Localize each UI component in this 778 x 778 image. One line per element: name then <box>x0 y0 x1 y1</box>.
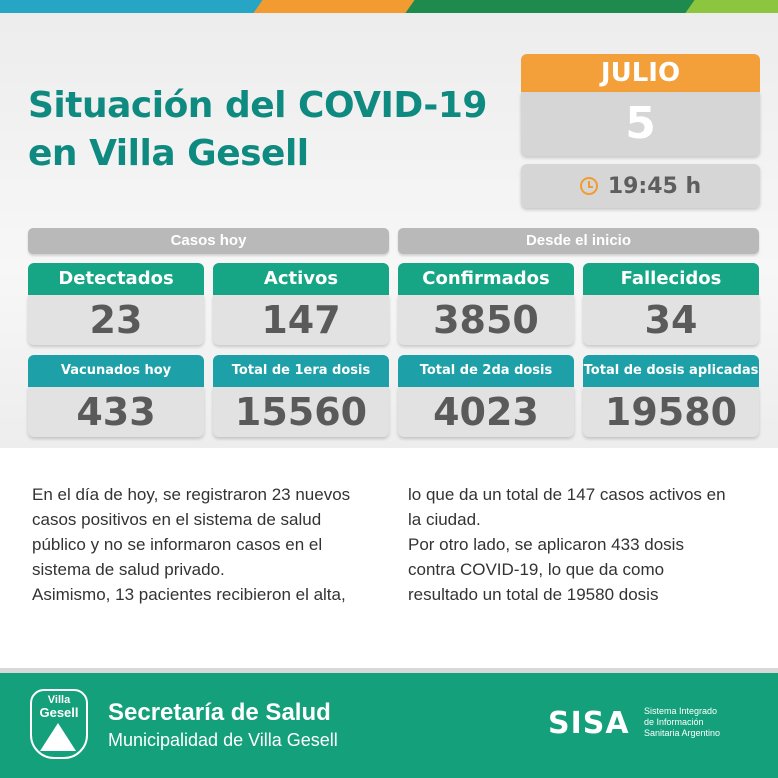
card-value: 147 <box>213 295 389 345</box>
card-label: Detectados <box>28 263 204 295</box>
section-desde-inicio: Desde el inicio <box>398 228 759 254</box>
card-dosis-aplicadas <box>583 355 759 437</box>
card-value: 4023 <box>398 387 574 437</box>
top-stripe-light-green <box>685 0 778 13</box>
report-line: En el día de hoy, se registraron 23 nuevos <box>32 485 351 504</box>
section-casos-hoy: Casos hoy <box>28 228 389 254</box>
title-line-2: en Villa Gesell <box>28 133 309 174</box>
card-confirmados <box>398 263 574 345</box>
card-value: 34 <box>583 295 759 345</box>
card-value: 23 <box>28 295 204 345</box>
dune-icon <box>40 723 76 751</box>
date-month: JULIO <box>521 54 760 92</box>
top-stripe-dark-green <box>405 0 704 13</box>
sisa-description <box>644 706 754 739</box>
report-line: Asimismo, 13 pacientes recibieron el alta, <box>32 585 346 604</box>
logo-text-villa: Villa <box>47 694 71 706</box>
card-label: Confirmados <box>398 263 574 295</box>
report-text-left <box>32 482 377 607</box>
report-line: la ciudad. <box>408 510 481 529</box>
sisa-desc-line: Sistema Integrado <box>644 706 718 716</box>
card-value: 433 <box>28 387 204 437</box>
sisa-desc-line: de Información <box>644 717 704 727</box>
clock-icon <box>580 177 598 195</box>
villa-gesell-logo <box>30 689 88 759</box>
card-label: Total de 1era dosis <box>213 355 389 387</box>
report-line: público y no se informaron casos en el <box>32 535 323 554</box>
municipalidad-subtitle: Municipalidad de Villa Gesell <box>108 730 338 750</box>
report-line: lo que da un total de 147 casos activos en <box>408 485 726 504</box>
report-line: contra COVID-19, lo que da como <box>408 560 665 579</box>
card-label: Fallecidos <box>583 263 759 295</box>
report-line: resultado un total de 19580 dosis <box>408 585 659 604</box>
time-value: 19:45 h <box>607 173 702 199</box>
title-line-1: Situación del COVID-19 <box>28 85 487 126</box>
page-title <box>28 82 498 178</box>
card-label: Vacunados hoy <box>28 355 204 387</box>
card-label: Total de dosis aplicadas <box>583 355 759 387</box>
secretaria-title: Secretaría de Salud <box>108 699 331 726</box>
card-value: 3850 <box>398 295 574 345</box>
card-fallecidos <box>583 263 759 345</box>
top-stripe-orange <box>253 0 422 13</box>
report-line: sistema de salud privado. <box>32 560 225 579</box>
sisa-logo: SISA <box>548 706 630 741</box>
card-label: Total de 2da dosis <box>398 355 574 387</box>
card-label: Activos <box>213 263 389 295</box>
date-box <box>521 54 760 208</box>
sisa-desc-line: Sanitaria Argentino <box>644 728 721 738</box>
card-value: 15560 <box>213 387 389 437</box>
logo-text-gesell: Gesell <box>39 705 79 720</box>
card-detectados <box>28 263 204 345</box>
report-line: casos positivos en el sistema de salud <box>32 510 322 529</box>
report-line: Por otro lado, se aplicaron 433 dosis <box>408 535 684 554</box>
card-vacunados-hoy <box>28 355 204 437</box>
footer <box>0 673 778 778</box>
report-text-right <box>408 482 753 607</box>
time-box <box>521 164 760 208</box>
card-primera-dosis <box>213 355 389 437</box>
card-activos <box>213 263 389 345</box>
card-value: 19580 <box>583 387 759 437</box>
card-segunda-dosis <box>398 355 574 437</box>
top-stripe-blue <box>0 0 270 13</box>
date-day: 5 <box>521 92 760 156</box>
